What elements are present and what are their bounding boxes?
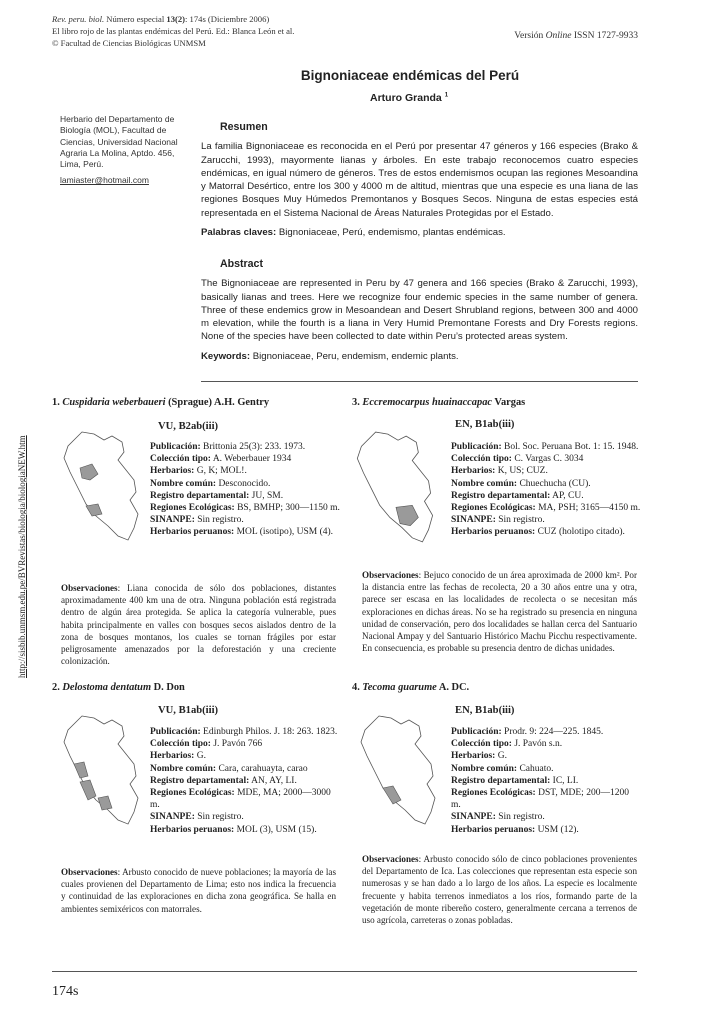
footer-rule (52, 971, 637, 972)
species-1-title: 1. Cuspidaria weberbaueri (Sprague) A.H. Gentry (52, 397, 270, 408)
species-3-observations: Observaciones: Bejuco conocido de un área aproximada de 2000 km². Por la distancia entre las fechas de recolecta, 20 a 30 años entre una y otra, parece ser escasa en las localidades de recolecta o se necesitan más exploraciones en dichas áreas. No se ha registrado su presencia en ninguna unidad de conservación, pero dos localidades se hallan cerca del Santuario Nacional Ampay y del Santuario Histórico Machu Picchu respectivamente. En consecuencia, es probable su presencia dentro de dichas unidades. (362, 570, 637, 654)
species-1-info (150, 441, 340, 539)
species-2-field: Herbarios peruanos: MOL (3), USM (15). (150, 824, 317, 835)
species-2-info (150, 726, 340, 836)
journal-header (52, 13, 294, 49)
species-4-observations: Observaciones: Arbusto conocido sólo de cinco poblaciones provenientes del Departamento de Ica. Las colecciones que representan esta especie son numerosas y se han dado a lo largo de los años. La especie es localmente frecuente y habita terrenos inmediatos a los ríos, formando parte de la vegetación de monte ribereño costero, generalmente cercana a terrenos de uso agrícola, carreteras o zonas pobladas. (362, 854, 637, 926)
species-4-field: Regiones Ecológicas: DST, MDE; 200—1200 m. (451, 788, 629, 811)
species-2-observations: Observaciones: Arbusto conocido de nueve poblaciones; la mayoría de las cuales provienen del Departamento de Lima; esto nos indica la frecuencia y continuidad de las exploraciones en dicha zona geográfica. Se halla en ambientes semixéricos con matorrales. (61, 867, 336, 914)
species-2-field: Registro departamental: AN, AY, LI. (150, 775, 297, 786)
abstract-heading: Abstract (220, 258, 263, 270)
species-1-field: Regiones Ecológicas: BS, BMHP; 300—1150 m. (150, 503, 340, 514)
resumen-section (201, 121, 638, 239)
species-2-field: Colección tipo: J. Pavón 766 (150, 739, 263, 750)
species-1-field: Registro departamental: JU, SM. (150, 490, 284, 501)
resumen-heading: Resumen (220, 121, 268, 133)
article-title: Bignoniaceae endémicas del Perú (300, 68, 520, 83)
species-3-field: Nombre común: Chuechucha (CU). (451, 478, 591, 489)
species-2-status: VU, B1ab(iii) (158, 705, 219, 716)
species-4-field: Publicación: Prodr. 9: 224—225. 1845. (451, 727, 604, 737)
author-email-link[interactable]: lamiaster@hotmail.com (60, 175, 149, 186)
species-2-field: SINANPE: Sin registro. (150, 812, 244, 823)
species-4-field: Herbarios peruanos: USM (12). (451, 824, 579, 835)
species-4-field: Colección tipo: J. Pavón s.n. (451, 739, 563, 750)
source-url-link[interactable]: http://sisbib.unmsm.edu.pe/BVRevistas/biologia/biologiaNEW.htm (17, 435, 27, 678)
issue-pre: Número especial (104, 14, 167, 24)
header-book-line: El libro rojo de las plantas endémicas del Perú. Ed.: Blanca León et al. (52, 26, 295, 36)
species-2-field: Herbarios: G. (150, 751, 206, 762)
species-3-field: Herbarios peruanos: CUZ (holotipo citado). (451, 527, 625, 538)
abstract-divider (201, 381, 638, 382)
species-3-field: Regiones Ecológicas: MA, PSH; 3165—4150 m. (451, 503, 641, 514)
species-4-field: Herbarios: G. (451, 751, 507, 762)
species-4-info (451, 726, 641, 836)
species-3-status: EN, B1ab(iii) (455, 419, 515, 430)
affiliation-text: Herbario del Departamento de Biología (MOL), Facultad de Ciencias, Universidad Nacional Agraria La Molina, Aptdo. 456, Lima, Perú. (60, 114, 178, 170)
species-1-distribution-map (60, 428, 146, 546)
species-2-field: Publicación: Edinburgh Philos. J. 18: 263. 1823. (150, 727, 338, 737)
species-2-field: Regiones Ecológicas: MDE, MA; 2000—3000 m. (150, 788, 331, 811)
species-1-status: VU, B2ab(iii) (158, 421, 219, 432)
species-3-field: Registro departamental: AP, CU. (451, 490, 584, 501)
species-1-field: Publicación: Brittonia 25(3): 233. 1973. (150, 442, 306, 452)
species-1-field: Herbarios peruanos: MOL (isotipo), USM (4). (150, 527, 334, 538)
journal-name: Rev. peru. biol. (52, 14, 105, 24)
author-footnote-mark: 1 (444, 92, 449, 99)
page-number: 174s (52, 984, 79, 999)
species-3-field: Herbarios: K, US; CUZ. (451, 466, 548, 477)
species-4-distribution-map (356, 712, 444, 830)
abstract-section (201, 258, 638, 363)
species-1-observations: Observaciones: Liana conocida de sólo dos poblaciones, distantes aproximadamente 400 km una de otra. Ninguna población está registrada dentro de algún área protegida. Se aplica la categoría vulnerable, pues habita principalmente en valles con bosques secos aislados dentro de la zona de bosques montanos, los cuales se tornan frágiles por estar peligrosamente amenazados por la deforestación y una creciente colonización. (61, 583, 336, 667)
species-4-field: Registro departamental: IC, LI. (451, 775, 579, 786)
abstract-keywords: Keywords: Bignoniaceae, Peru, endemism, endemic plants. (201, 350, 459, 362)
species-2-field: Nombre común: Cara, carahuayta, carao (150, 763, 308, 774)
species-3-field: Publicación: Bol. Soc. Peruana Bot. 1: 15. 1948. (451, 442, 639, 452)
resumen-body: La familia Bignoniaceae es reconocida en el Perú por presentar 47 géneros y 166 especies (Brako & Zarucchi, 1993), mayormente lianas y árboles. En este trabajo reconocemos cuatro especies endémicas, en igual número de géneros. Tres de estos endemismos ocupan las regiones Mesoandina y Matorral Desértico, entre los 300 y 4000 m de altitud, mientras que una especie es una liana de las regiones Bosques Muy Húmedos Premontanos y Bosques Secos. Ninguna de estas especies está representada en el Sistema Nacional de Áreas Naturales Protegidas por el Estado. (201, 141, 638, 219)
species-4-title: 4. Tecoma guarume A. DC. (352, 682, 470, 693)
online-version: Versión Online ISSN 1727-9933 (514, 31, 638, 41)
species-3-info (451, 441, 641, 539)
species-3-field: Colección tipo: C. Vargas C. 3034 (451, 454, 584, 465)
species-1-field: SINANPE: Sin registro. (150, 515, 244, 526)
issue-post: : 174s (Diciembre 2006) (185, 14, 270, 24)
species-4-field: SINANPE: Sin registro. (451, 812, 545, 823)
resumen-keywords: Palabras claves: Bignoniaceae, Perú, endemismo, plantas endémicas. (201, 227, 506, 239)
abstract-body: The Bignoniaceae are represented in Peru by 47 genera and 166 species (Brako & Zarucchi, 1993), basically lianas and trees. Here we recognize four endemic species in the same number of genera. Three of these endemics grow in Mesoandean and Desert Shrubland regions, between 300 and 4000 m elevation, while the fourth is a liana in Very Humid Premontane Forests and Dry Forests regions. None of the species have been collected to date within Peru’s protected areas system. (201, 278, 638, 343)
species-2-distribution-map (60, 712, 146, 830)
species-3-distribution-map (352, 428, 442, 548)
species-3-field: SINANPE: Sin registro. (451, 515, 545, 526)
species-1-field: Nombre común: Desconocido. (150, 478, 271, 489)
header-copyright: © Facultad de Ciencias Biológicas UNMSM (52, 38, 206, 48)
species-4-status: EN, B1ab(iii) (455, 705, 515, 716)
issue-volume: 13(2) (166, 14, 186, 24)
article-author: Arturo Granda $^1$ (370, 92, 449, 104)
species-1-field: Colección tipo: A. Weberbauer 1934 (150, 454, 292, 465)
species-2-title: 2. Delostoma dentatum D. Don (52, 682, 185, 693)
species-4-field: Nombre común: Cahuato. (451, 763, 554, 774)
species-3-title: 3. Eccremocarpus huainaccapac Vargas (352, 397, 526, 408)
species-1-field: Herbarios: G, K; MOL!. (150, 466, 247, 477)
affiliation (60, 114, 180, 187)
